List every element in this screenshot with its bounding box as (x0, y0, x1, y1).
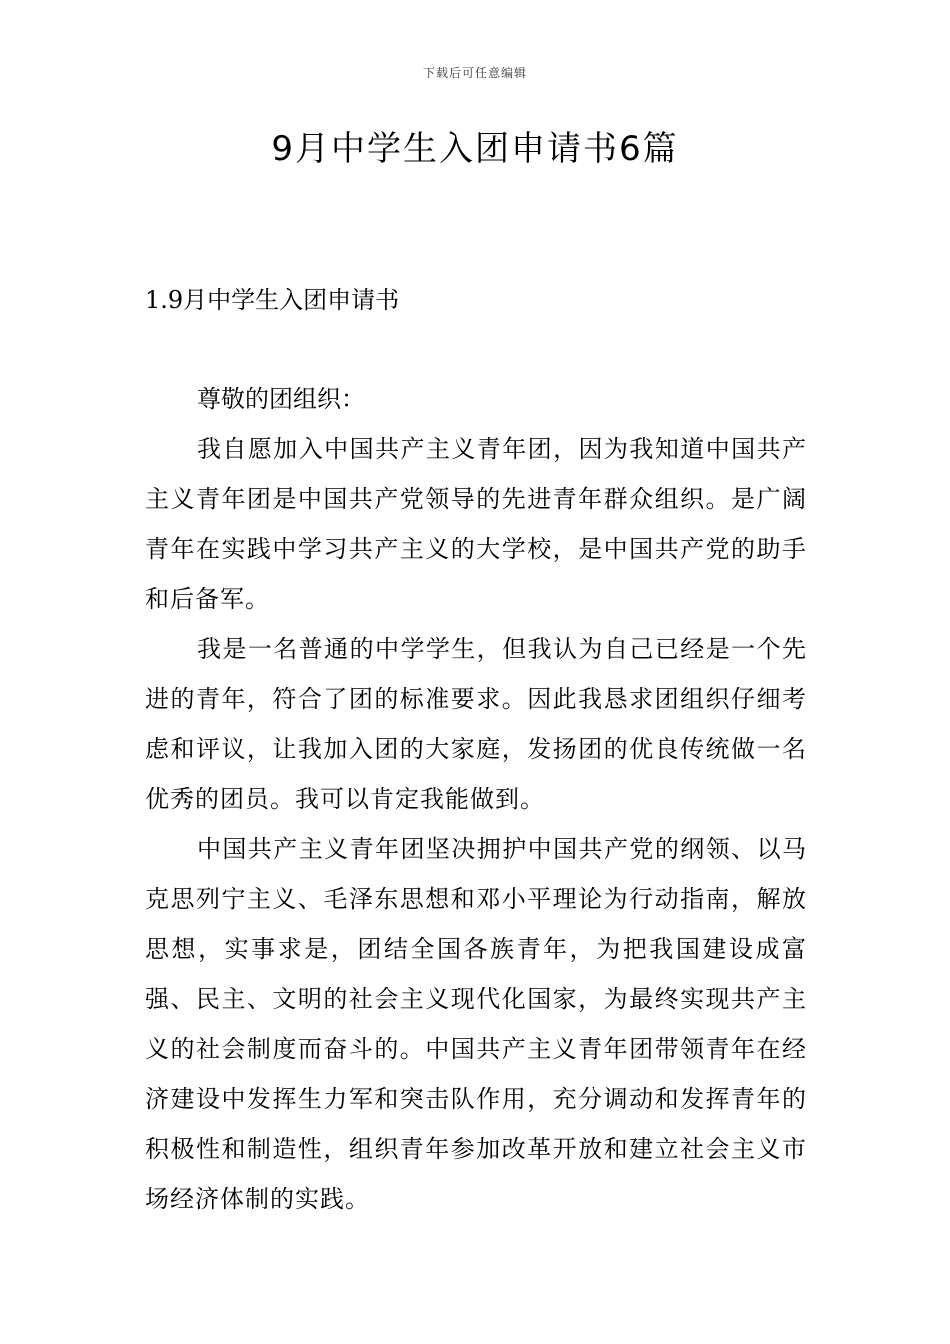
section-heading: 1.9月中学生入团申请书 (145, 286, 400, 314)
paragraph-3: 中国共产主义青年团坚决拥护中国共产党的纲领、以马克思列宁主义、毛泽东思想和邓小平理论为行动指南，解放思想，实事求是，团结全国各族青年，为把我国建设成富强、民主、文明的社会主义现代化国家，为最终实现共产主义的社会制度而奋斗的。中国共产主义青年团带领青年在经济建设中发挥生力军和突击队作用，充分调动和发挥青年的积极性和制造性，组织青年参加改革开放和建立社会主义市场经济体制的实践。 (145, 835, 807, 1213)
header-note: 下载后可任意编辑 (422, 66, 527, 80)
paragraph-1: 我自愿加入中国共产主义青年团，因为我知道中国共产主义青年团是中国共产党领导的先进青年群众组织。是广阔青年在实践中学习共产主义的大学校，是中国共产党的助手和后备军。 (145, 435, 807, 613)
letter-body (145, 374, 807, 1224)
salutation: 尊敬的团组织： (197, 385, 365, 413)
document-title: 9月中学生入团申请书6篇 (271, 129, 679, 169)
paragraph-2: 我是一名普通的中学学生，但我认为自己已经是一个先进的青年，符合了团的标准要求。因此我恳求团组织仔细考虑和评议，让我加入团的大家庭，发扬团的优良传统做一名优秀的团员。我可以肯定我能做到。 (145, 635, 807, 813)
